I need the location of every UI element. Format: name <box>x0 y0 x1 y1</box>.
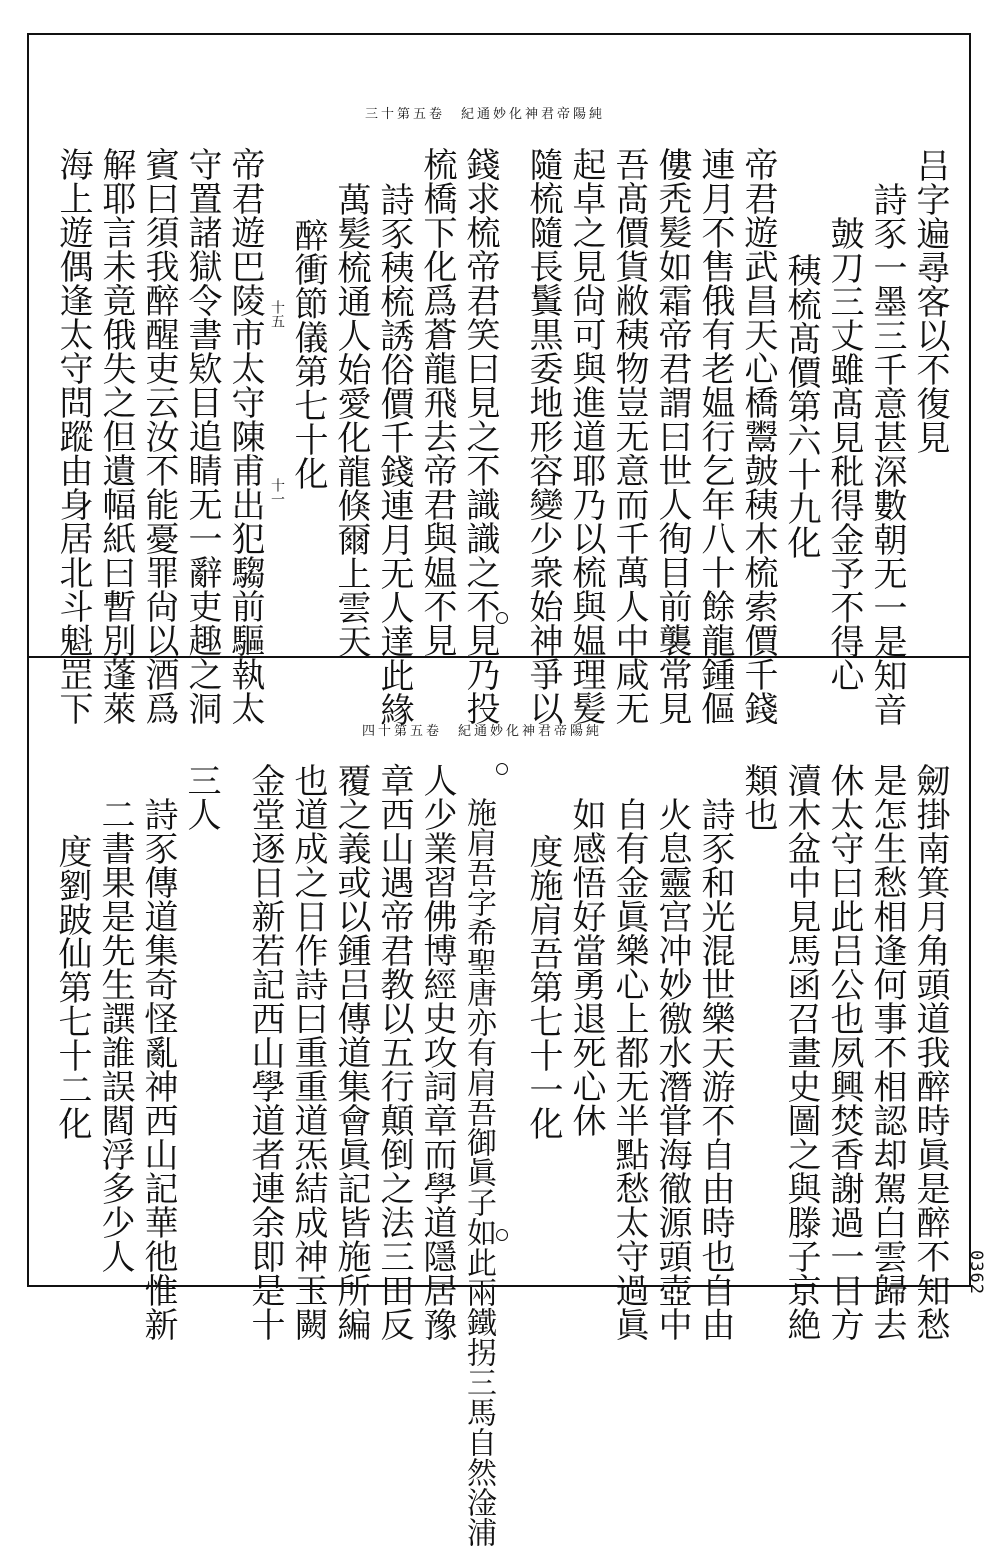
text-column: 解耶言未竟俄失之但遺幅紙曰暫別蓬萊 <box>96 147 136 725</box>
text-column: 是怎生愁相逢何事不相認却駕白雲歸去 <box>867 763 907 1341</box>
text-column: 章西山遇帝君教以五行顛倒之法三田反 <box>374 763 414 1341</box>
text-column: 䄺梳髙價第六十九化 <box>781 253 821 559</box>
text-column: 瀆木盆中見馬函召畫史圖之與滕子京絶 <box>781 763 821 1341</box>
text-column: 自有金眞樂心上都无半點愁太守過眞 <box>609 797 649 1341</box>
text-column: 梳橋下化爲蒼龍飛去帝君與媪不見 <box>417 147 457 657</box>
text-column: 帝君遊巴陵市太守陳甫出犯騶前驅執太 <box>225 147 265 725</box>
text-column: 僂秃髪如霜帝君謂曰世人徇目前襲常見 <box>652 147 692 725</box>
margin-note: 十五 <box>269 300 285 328</box>
text-column: 度施肩吾第七十一化 <box>523 834 563 1140</box>
text-column: 賓曰須我醉醒吏云汝不能憂罪尙以酒爲 <box>139 147 179 725</box>
punctuation-circle-icon <box>496 1229 508 1241</box>
text-column: 劒掛南箕月角頭道我醉時眞是醉不知愁 <box>910 763 950 1341</box>
text-column: 皷刀三丈雖髙見秕得金予不得心 <box>824 216 864 692</box>
text-column: 火息靈宫冲妙徼水潛甞海徹源頭壺中 <box>652 797 692 1341</box>
text-column: 人少業習佛博經史攻詞章而學道隱居豫 <box>417 763 457 1341</box>
text-column: 海上遊偶逢太守問蹤由身居北斗魁罡下 <box>53 147 93 725</box>
punctuation-circle-icon <box>496 763 508 775</box>
margin-note: 十一 <box>269 478 285 506</box>
text-column: 休太守曰此吕公也夙興焚香謝過一日方 <box>824 763 864 1341</box>
lower-page-header: 四十第五卷 紀通妙化神君帝陽純 <box>362 724 603 739</box>
text-column: 如感悟好當勇退死心休 <box>566 797 606 1137</box>
text-column: 覆之義或以鍾吕傳道集會眞記皆施所編 <box>331 763 371 1341</box>
text-column: 醉衝節儀第七十化 <box>288 218 328 490</box>
text-column: 守置諸獄令書欵目追睛无一辭吏趣之洞 <box>182 147 222 725</box>
text-column: 隨梳隨長鬒黒委地形容變少衆始神爭以 <box>523 147 563 725</box>
text-column: 施肩吾字希聖唐亦有肩吾御眞子如此兩鐵拐三馬自然淦浦 <box>461 797 496 1547</box>
text-column: 二書果是先生譔誰誤閻浮多少人 <box>95 797 135 1273</box>
text-column: 金堂逐日新若記西山學道者連余即是十 <box>245 763 285 1341</box>
text-column: 起卓之見尙可與進道耶乃以梳與媪理髪 <box>566 147 606 725</box>
text-column: 吾髙價貨敝䄺物豈无意而千萬人中咸无 <box>609 147 649 725</box>
upper-page-header: 三十第五卷 紀通妙化神君帝陽純 <box>365 107 606 122</box>
text-column: 萬髪梳通人始愛化龍倏爾上雲天 <box>331 182 371 658</box>
text-column: 也道成之日作詩曰重重道炁結成神玉闕 <box>288 763 328 1341</box>
text-column: 三人 <box>181 763 221 831</box>
text-column: 錢求梳帝君笑曰見之不識識之不見乃投 <box>460 147 500 725</box>
text-column: 帝君遊武昌天心橋鬻皷䄺木梳索價千錢 <box>738 147 778 725</box>
text-column: 詩豕一墨三千意甚深數朝无一是知音 <box>867 182 907 726</box>
text-column: 詩豕䄺梳誘俗價千錢連月无人達此緣 <box>374 182 414 726</box>
text-column: 吕字遍尋客以不復見 <box>910 148 950 454</box>
text-column: 連月不售俄有老媪行乞年八十餘龍鍾傴 <box>695 147 735 725</box>
page-number: 0362 <box>966 1250 986 1295</box>
text-column: 詩豕和光混世樂天游不自由時也自由 <box>695 797 735 1341</box>
text-column: 詩豕傳道集奇怪亂神西山記華彵惟新 <box>138 797 178 1341</box>
text-column: 類也 <box>738 763 778 831</box>
text-column: 度劉跛仙第七十二化 <box>52 834 92 1140</box>
